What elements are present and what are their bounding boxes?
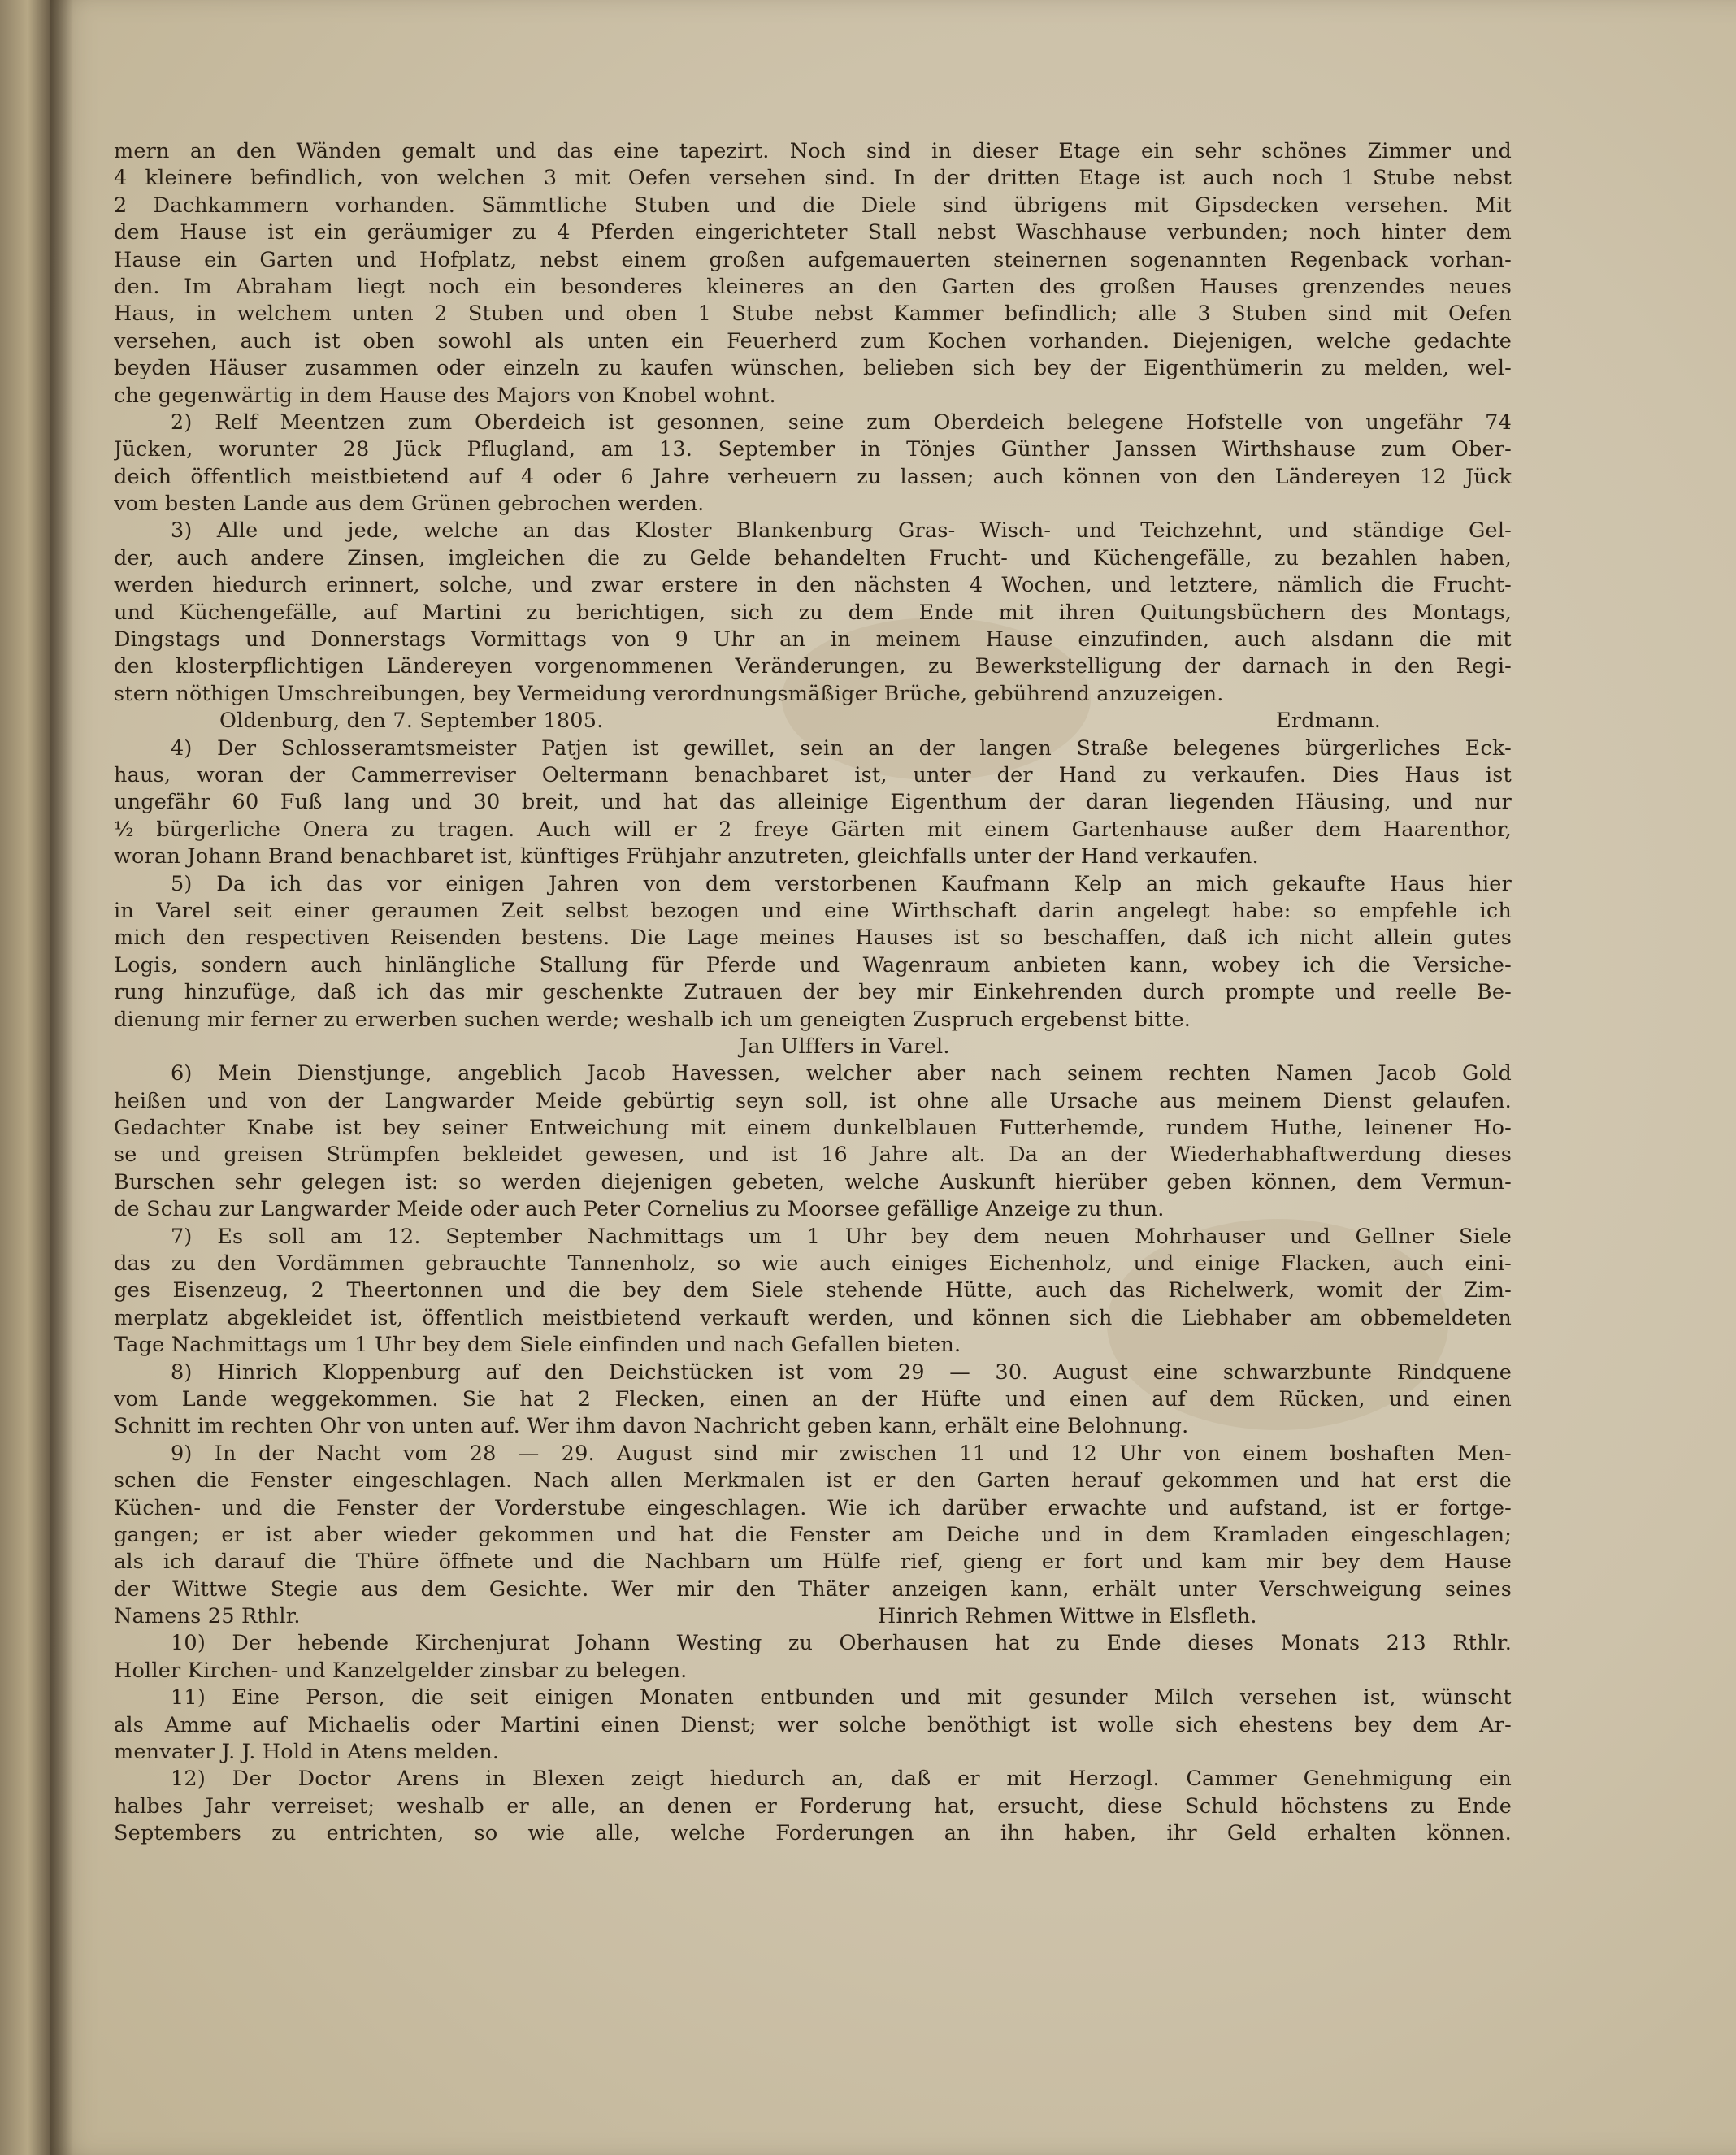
text-line: schen die Fenster eingeschlagen. Nach allen Merkmalen ist er den Garten herauf gekommen und hat erst die	[114, 1468, 1512, 1494]
text-line: 2 Dachkammern vorhanden. Sämmtliche Stuben und die Diele sind übrigens mit Gipsdecken versehen. Mit	[114, 193, 1512, 218]
text-line: 4 kleinere befindlich, von welchen 3 mit Oefen versehen sind. In der dritten Etage ist auch noch 1 Stube nebst	[114, 166, 1512, 191]
text-line: den. Im Abraham liegt noch ein besonderes kleineres an den Garten des großen Hauses grenzendes neues	[114, 274, 1512, 299]
previous-page-edge	[0, 0, 50, 2155]
text-line: das zu den Vordämmen gebrauchte Tannenholz, so wie auch einiges Eichenholz, und einige Flacken, auch eini-	[114, 1251, 1512, 1277]
text-line: se und greisen Strümpfen bekleidet gewesen, und ist 16 Jahre alt. Da an der Wiederhabhaftwerdung dieses	[114, 1143, 1512, 1168]
text-line: Jücken, worunter 28 Jück Pflugland, am 13. September in Tönjes Günther Janssen Wirthshause zum Ober-	[114, 437, 1512, 462]
text-line: Tage Nachmittags um 1 Uhr bey dem Siele einfinden und nach Gefallen bieten.	[114, 1333, 961, 1358]
text-line: Septembers zu entrichten, so wie alle, welche Forderungen an ihn haben, ihr Geld erhalten können.	[114, 1821, 1512, 1846]
text-line: halbes Jahr verreiset; weshalb er alle, an denen er Forderung hat, ersucht, diese Schuld höchstens zu Ende	[114, 1793, 1512, 1819]
text-line: in Varel seit einer geraumen Zeit selbst bezogen und eine Wirthschaft darin angelegt habe: so empfehle ich	[114, 898, 1512, 923]
notice-5-first-line: 5) Da ich das vor einigen Jahren von dem verstorbenen Kaufmann Kelp an mich gekaufte Haus hier	[171, 871, 1512, 896]
text-line: Küchen- und die Fenster der Vorderstube eingeschlagen. Wie ich darüber erwachte und aufstand, ist er fortge-	[114, 1495, 1512, 1520]
text-line: che gegenwärtig in dem Hause des Majors von Knobel wohnt.	[114, 383, 776, 408]
text-line: deich öffentlich meistbietend auf 4 oder 6 Jahre verheuern zu lassen; auch können von den Ländereyen 12 Jück	[114, 464, 1512, 489]
text-line: ungefähr 60 Fuß lang und 30 breit, und hat das alleinige Eigenthum der daran liegenden Häusing, und nur	[114, 790, 1512, 815]
text-line: ½ bürgerliche Onera zu tragen. Auch will er 2 freye Gärten mit einem Gartenhause außer dem Haarenthor,	[114, 817, 1512, 842]
text-line: rung hinzufüge, daß ich das mir geschenkte Zutrauen der bey mir Einkehrenden durch prompte und reelle Be-	[114, 980, 1512, 1005]
text-line: ges Eisenzeug, 2 Theertonnen und die bey dem Siele stehende Hütte, auch das Richelwerk, womit der Zim-	[114, 1278, 1512, 1303]
text-line: dienung mir ferner zu erwerben suchen werde; weshalb ich um geneigten Zuspruch ergebenst bitte.	[114, 1007, 1191, 1032]
text-line: werden hiedurch erinnert, solche, und zwar erstere in den nächsten 4 Wochen, und letztere, nämlich die Frucht-	[114, 573, 1512, 598]
text-line: Haus, in welchem unten 2 Stuben und oben 1 Stube nebst Kammer befindlich; alle 3 Stuben sind mit Oefen	[114, 301, 1512, 327]
notice-3-first-line: 3) Alle und jede, welche an das Kloster Blankenburg Gras- Wisch- und Teichzehnt, und ständige Gel-	[171, 518, 1512, 544]
text-line: de Schau zur Langwarder Meide oder auch Peter Cornelius zu Moorsee gefällige Anzeige zu thun.	[114, 1197, 1165, 1222]
text-line: vom Lande weggekommen. Sie hat 2 Flecken, einen an der Hüfte und einen auf dem Rücken, und einen	[114, 1386, 1512, 1411]
signature-name: Erdmann.	[1276, 709, 1382, 734]
notice-2-first-line: 2) Relf Meentzen zum Oberdeich ist gesonnen, seine zum Oberdeich belegene Hofstelle von ungefähr 74	[171, 410, 1512, 435]
text-line: dem Hause ist ein geräumiger zu 4 Pferden eingerichteter Stall nebst Waschhause verbunden; noch hinter dem	[114, 220, 1512, 245]
reward-text: Namens 25 Rthlr.	[114, 1604, 301, 1629]
text-line: und Küchengefälle, auf Martini zu berichtigen, sich zu dem Ende mit ihren Quitungsbüchern des Montags,	[114, 600, 1512, 625]
signature-name: Hinrich Rehmen Wittwe in Elsfleth.	[878, 1604, 1257, 1629]
text-line: woran Johann Brand benachbaret ist, künftiges Frühjahr anzutreten, gleichfalls unter der Hand verkaufen.	[114, 844, 1259, 869]
notice-7-first-line: 7) Es soll am 12. September Nachmittags um 1 Uhr bey dem neuen Mohrhauser und Gellner Siele	[171, 1224, 1512, 1249]
text-line: Holler Kirchen- und Kanzelgelder zinsbar zu belegen.	[114, 1658, 688, 1683]
text-line: haus, woran der Cammerreviser Oeltermann benachbaret ist, unter der Hand zu verkaufen. Dies Haus ist	[114, 762, 1512, 787]
text-line: als Amme auf Michaelis oder Martini einen Dienst; wer solche benöthigt ist wolle sich ehestens bey dem Ar-	[114, 1712, 1512, 1737]
notice-11-first-line: 11) Eine Person, die seit einigen Monaten entbunden und mit gesunder Milch versehen ist, wünscht	[171, 1685, 1512, 1711]
text-line: Logis, sondern auch hinlängliche Stallung für Pferde und Wagenraum anbieten kann, wobey ich die Versiche-	[114, 952, 1512, 978]
signature-line-oldenburg	[114, 708, 1512, 735]
text-line: Schnitt im rechten Ohr von unten auf. Wer ihm davon Nachricht geben kann, erhält eine Belohnung.	[114, 1414, 1189, 1439]
notice-4-first-line: 4) Der Schlosseramtsmeister Patjen ist gewillet, sein an der langen Straße belegenes bürgerliches Eck-	[171, 735, 1512, 761]
signature-line-elsfleth	[114, 1603, 1512, 1630]
text-line: beyden Häuser zusammen oder einzeln zu kaufen wünschen, belieben sich bey der Eigenthümerin zu melden, wel-	[114, 356, 1512, 381]
spine-shadow	[50, 0, 73, 2155]
text-line: heißen und von der Langwarder Meide gebürtig seyn soll, ist ohne alle Ursache aus meinem Dienst gelaufen.	[114, 1088, 1512, 1113]
document-body	[114, 138, 1512, 1848]
notice-12-first-line: 12) Der Doctor Arens in Blexen zeigt hiedurch an, daß er mit Herzogl. Cammer Genehmigung ein	[171, 1767, 1512, 1792]
text-line: merplatz abgekleidet ist, öffentlich meistbietend verkauft werden, und können sich die Liebhaber am obbemeldeten	[114, 1305, 1512, 1330]
notice-10-first-line: 10) Der hebende Kirchenjurat Johann Westing zu Oberhausen hat zu Ende dieses Monats 213 Rthlr.	[171, 1631, 1512, 1656]
text-line: als ich darauf die Thüre öffnete und die Nachbarn um Hülfe rief, gieng er fort und kam mir bey dem Hause	[114, 1550, 1512, 1575]
text-line: stern nöthigen Umschreibungen, bey Vermeidung verordnungsmäßiger Brüche, gebührend anzuzeigen.	[114, 681, 1224, 706]
notice-8-first-line: 8) Hinrich Kloppenburg auf den Deichstücken ist vom 29 — 30. August eine schwarzbunte Rindquene	[171, 1359, 1512, 1385]
text-line: der Wittwe Stegie aus dem Gesichte. Wer mir den Thäter anzeigen kann, erhält unter Verschweigung seines	[114, 1576, 1512, 1602]
signature-line-varel	[114, 1034, 1512, 1060]
notice-9-first-line: 9) In der Nacht vom 28 — 29. August sind mir zwischen 11 und 12 Uhr von einem boshaften Men-	[171, 1441, 1512, 1466]
text-line: Burschen sehr gelegen ist: so werden diejenigen gebeten, welche Auskunft hierüber geben können, dem Vermun-	[114, 1169, 1512, 1195]
signature-place-date: Oldenburg, den 7. September 1805.	[219, 709, 604, 734]
notice-6-first-line: 6) Mein Dienstjunge, angeblich Jacob Havessen, welcher aber nach seinem rechten Namen Jacob Gold	[171, 1061, 1512, 1086]
signature-name: Jan Ulffers in Varel.	[740, 1034, 950, 1059]
text-line: vom besten Lande aus dem Grünen gebrochen werden.	[114, 492, 705, 517]
text-line: Dingstags und Donnerstags Vormittags von 9 Uhr an in meinem Hause einzufinden, auch alsdann die mit	[114, 627, 1512, 653]
text-line: gangen; er ist aber wieder gekommen und hat die Fenster am Deiche und in dem Kramladen eingeschlagen;	[114, 1522, 1512, 1547]
text-line: mich den respectiven Reisenden bestens. Die Lage meines Hauses ist so beschaffen, daß ich nicht allein gutes	[114, 926, 1512, 951]
text-line: menvater J. J. Hold in Atens melden.	[114, 1740, 500, 1765]
text-line: den klosterpflichtigen Ländereyen vorgenommenen Veränderungen, zu Bewerkstelligung der darnach in den Regi-	[114, 654, 1512, 679]
text-line: der, auch andere Zinsen, imgleichen die zu Gelde behandelten Frucht- und Küchengefälle, zu bezahlen haben,	[114, 545, 1512, 570]
text-line: Hause ein Garten und Hofplatz, nebst einem großen aufgemauerten steinernen sogenannten Regenback vorhan-	[114, 247, 1512, 272]
text-line: mern an den Wänden gemalt und das eine tapezirt. Noch sind in dieser Etage ein sehr schönes Zimmer und	[114, 139, 1512, 163]
text-line: Gedachter Knabe ist bey seiner Entweichung mit einem dunkelblauen Futterhemde, rundem Huthe, leinener Ho-	[114, 1116, 1512, 1141]
text-line: versehen, auch ist oben sowohl als unten ein Feuerherd zum Kochen vorhanden. Diejenigen, welche gedachte	[114, 328, 1512, 353]
